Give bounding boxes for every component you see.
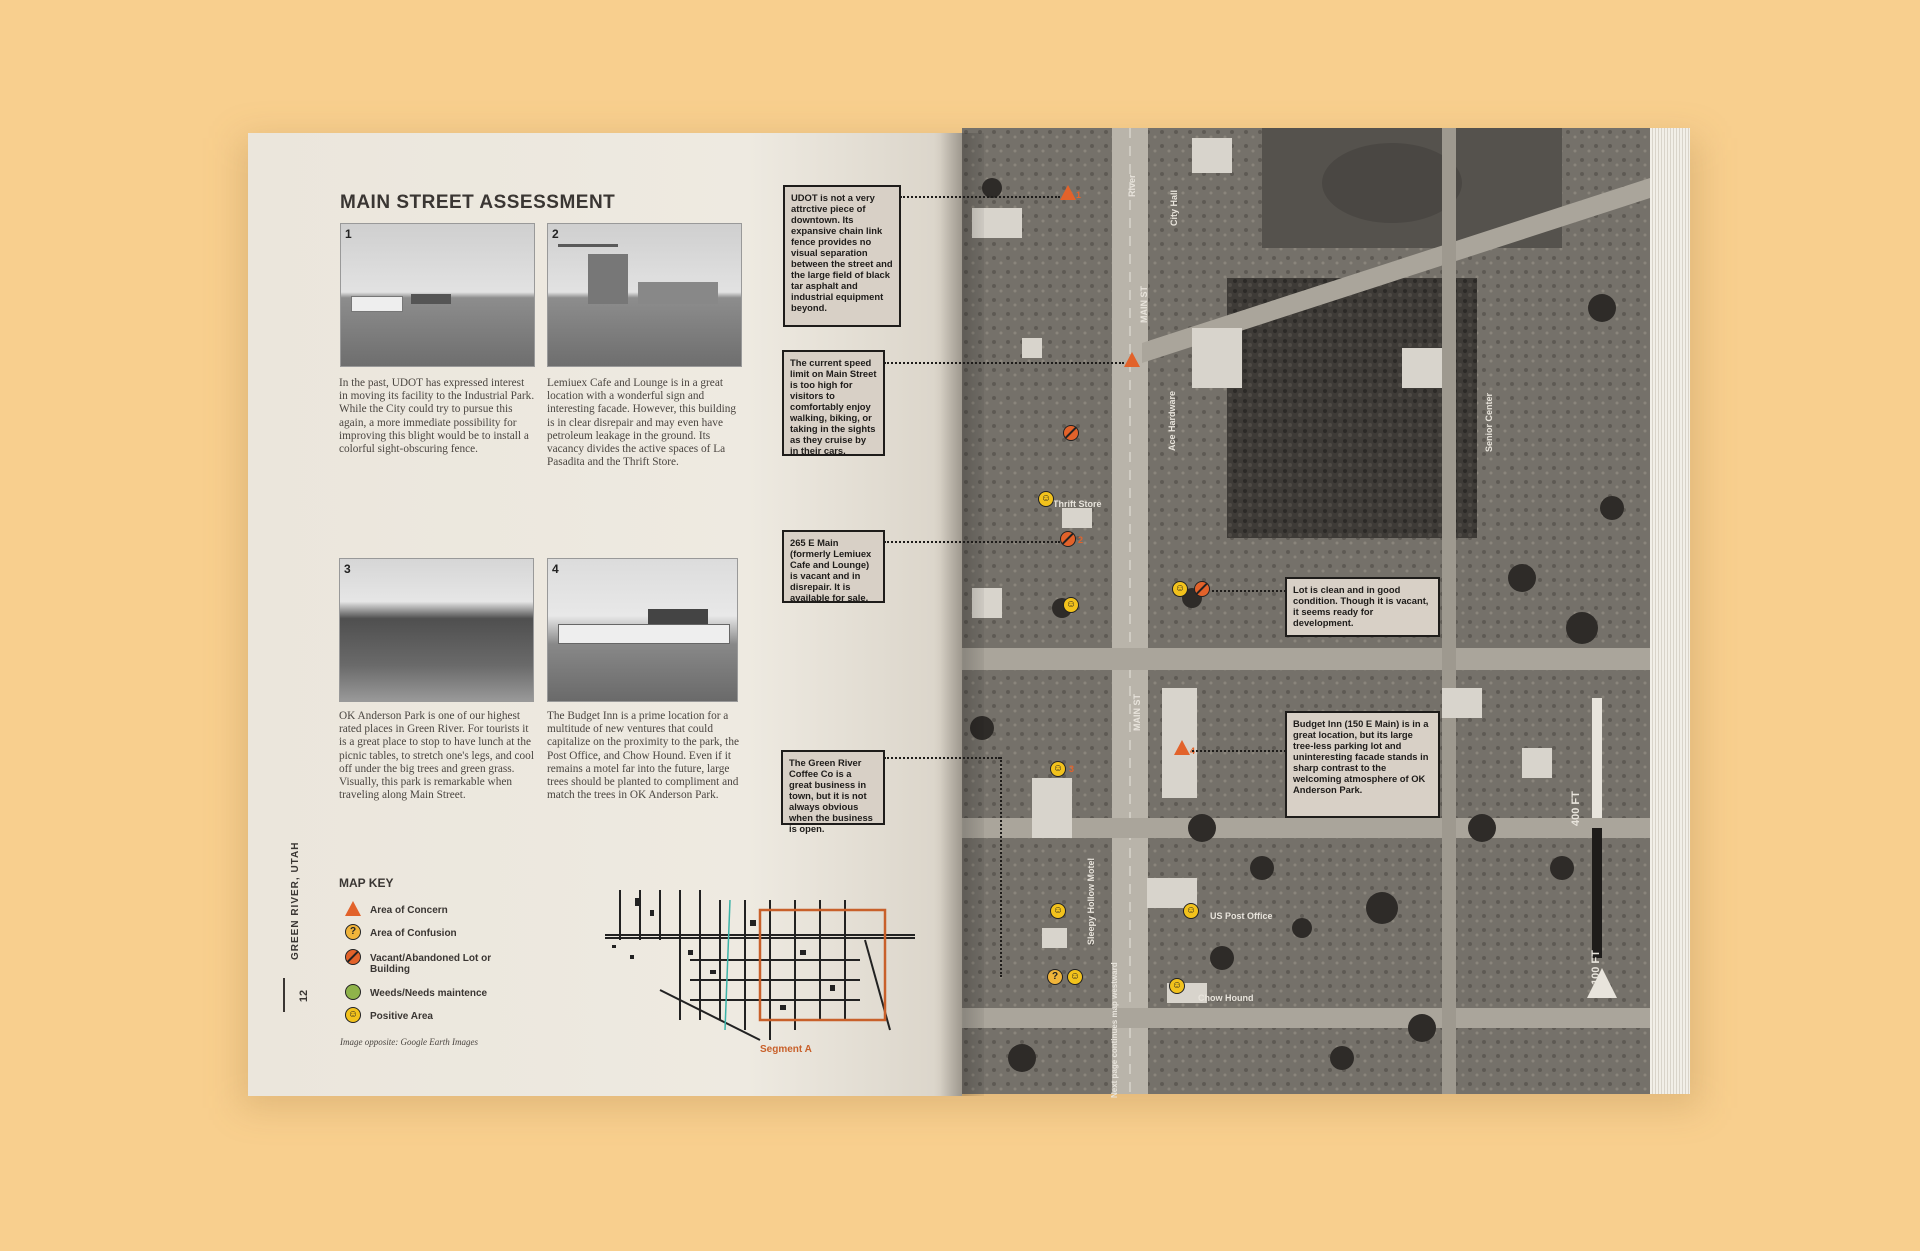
- smiley-icon: ☺: [1063, 597, 1079, 613]
- label-main-st: MAIN ST: [1139, 286, 1149, 323]
- photo-4: [547, 558, 738, 702]
- leader-line: [900, 196, 1060, 198]
- question-icon: ?: [345, 924, 361, 940]
- callout-265-main: 265 E Main (formerly Lemiuex Cafe and Lounge) is vacant and in disrepair. It is available for sale.: [782, 530, 885, 603]
- map-key-item: Positive Area: [370, 1011, 433, 1022]
- no-entry-icon: [1194, 581, 1210, 597]
- photo-3-text: OK Anderson Park is one of our highest rated places in Green River. For tourists it is a great place to stop to have lunch at the picnic tables, to stretch one's legs, and cool off under the big trees and green grass. Visually, this park is remarkable when traveling along Main Street.: [339, 710, 534, 802]
- smiley-icon: ☺: [1038, 491, 1054, 507]
- smiley-icon: ☺: [1183, 903, 1199, 919]
- segment-label: Segment A: [760, 1044, 812, 1055]
- warning-triangle-icon: [1060, 185, 1076, 200]
- no-entry-icon: [1063, 425, 1079, 441]
- leader-line: [884, 362, 1124, 364]
- label-ace-hardware: Ace Hardware: [1167, 390, 1177, 451]
- warning-triangle-icon: [1124, 352, 1140, 367]
- no-entry-icon: [345, 949, 361, 965]
- label-scale-400: 400 FT: [1570, 791, 1582, 826]
- label-main-st: MAIN ST: [1132, 694, 1142, 731]
- weed-icon: [345, 984, 361, 1000]
- map-key-item: Area of Concern: [370, 905, 448, 916]
- label-thrift-store: Thrift Store: [1053, 499, 1102, 509]
- marker-number: 1: [1076, 190, 1082, 200]
- divider: [283, 978, 285, 1012]
- photo-number: 3: [344, 562, 351, 576]
- smiley-icon: ☺: [345, 1007, 361, 1023]
- label-post-office: US Post Office: [1210, 911, 1273, 921]
- leader-line: [1000, 757, 1002, 977]
- callout-speed-limit: The current speed limit on Main Street is too high for visitors to comfortably enjoy walking, biking, or taking in the sights as they cruise by in their cars.: [782, 350, 885, 456]
- leader-line: [1192, 750, 1286, 752]
- marker-number: 3: [1069, 764, 1075, 774]
- label-scale-100: 100 FT: [1590, 950, 1602, 985]
- map-key-item: Area of Confusion: [370, 928, 457, 939]
- photo-4-text: The Budget Inn is a prime location for a multitude of new ventures that could capitalize on the proximity to the park, the Post Office, and Chow Hound. Even if it remains a motel far into the future, large trees should be planted to compliment and match the trees in OK Anderson Park.: [547, 710, 739, 802]
- map-key-item: Weeds/Needs maintence: [370, 988, 488, 999]
- warning-triangle-icon: [1174, 740, 1190, 755]
- marker-number: 4: [1190, 746, 1196, 756]
- photo-2-text: Lemiuex Cafe and Lounge is in a great location with a wonderful sign and interesting facade. However, this building is in clear disrepair and may even have petroleum leakage in the ground. Its vacancy divides the active spaces of La Pasadita and the Thrift Store.: [547, 377, 737, 469]
- page-title: MAIN STREET ASSESSMENT: [340, 192, 616, 213]
- map-key-title: MAP KEY: [339, 876, 394, 890]
- image-caption: Image opposite: Google Earth Images: [340, 1037, 478, 1047]
- label-river: River: [1127, 174, 1137, 197]
- label-chow-hound: Chow Hound: [1198, 993, 1254, 1003]
- photo-number: 4: [552, 562, 559, 576]
- leader-line: [884, 757, 1000, 759]
- locator-map: [600, 880, 920, 1050]
- leader-line: [1212, 590, 1286, 592]
- label-senior-center: Senior Center: [1484, 392, 1494, 452]
- no-entry-icon: [1060, 531, 1076, 547]
- smiley-icon: ☺: [1050, 903, 1066, 919]
- label-sleepy-hollow: Sleepy Hollow Motel: [1086, 857, 1096, 945]
- callout-budget-inn: Budget Inn (150 E Main) is in a great location, but its large tree-less parking lot and uninteresting facade stands in sharp contrast to the welcoming atmosphere of OK Anderson Park.: [1285, 711, 1440, 818]
- map-key-item: Vacant/Abandoned Lot or Building: [370, 953, 492, 975]
- photo-number: 2: [552, 227, 559, 241]
- label-next-page: Next page continues map westward: [1110, 962, 1119, 1098]
- callout-coffee: The Green River Coffee Co is a great business in town, but it is not always obvious when the business is open.: [781, 750, 885, 825]
- smiley-icon: ☺: [1067, 969, 1083, 985]
- photo-2: [547, 223, 742, 367]
- page-number: 12: [298, 989, 311, 1003]
- leader-line: [884, 541, 1060, 543]
- photo-1-text: In the past, UDOT has expressed interest in moving its facility to the Industrial Park. While the City could try to pursue this again, a more immediate possibility for improving this blight would be to install a colorful sight-obscuring fence.: [339, 377, 535, 456]
- smiley-icon: ☺: [1172, 581, 1188, 597]
- page-edges: [1650, 128, 1690, 1094]
- question-icon: ?: [1047, 969, 1063, 985]
- photo-1: [340, 223, 535, 367]
- smiley-icon: ☺: [1050, 761, 1066, 777]
- side-label: GREEN RIVER, UTAH: [290, 841, 301, 960]
- smiley-icon: ☺: [1169, 978, 1185, 994]
- callout-udot: UDOT is not a very attrctive piece of downtown. Its expansive chain link fence provides no visual separation between the street and the large field of black tar asphalt and industrial equipment beyond.: [783, 185, 901, 327]
- marker-number: 2: [1078, 535, 1084, 545]
- callout-lot: Lot is clean and in good condition. Though it is vacant, it seems ready for development.: [1285, 577, 1440, 637]
- photo-3: [339, 558, 534, 702]
- label-city-hall: City Hall: [1169, 189, 1179, 226]
- warning-triangle-icon: [345, 901, 361, 916]
- photo-number: 1: [345, 227, 352, 241]
